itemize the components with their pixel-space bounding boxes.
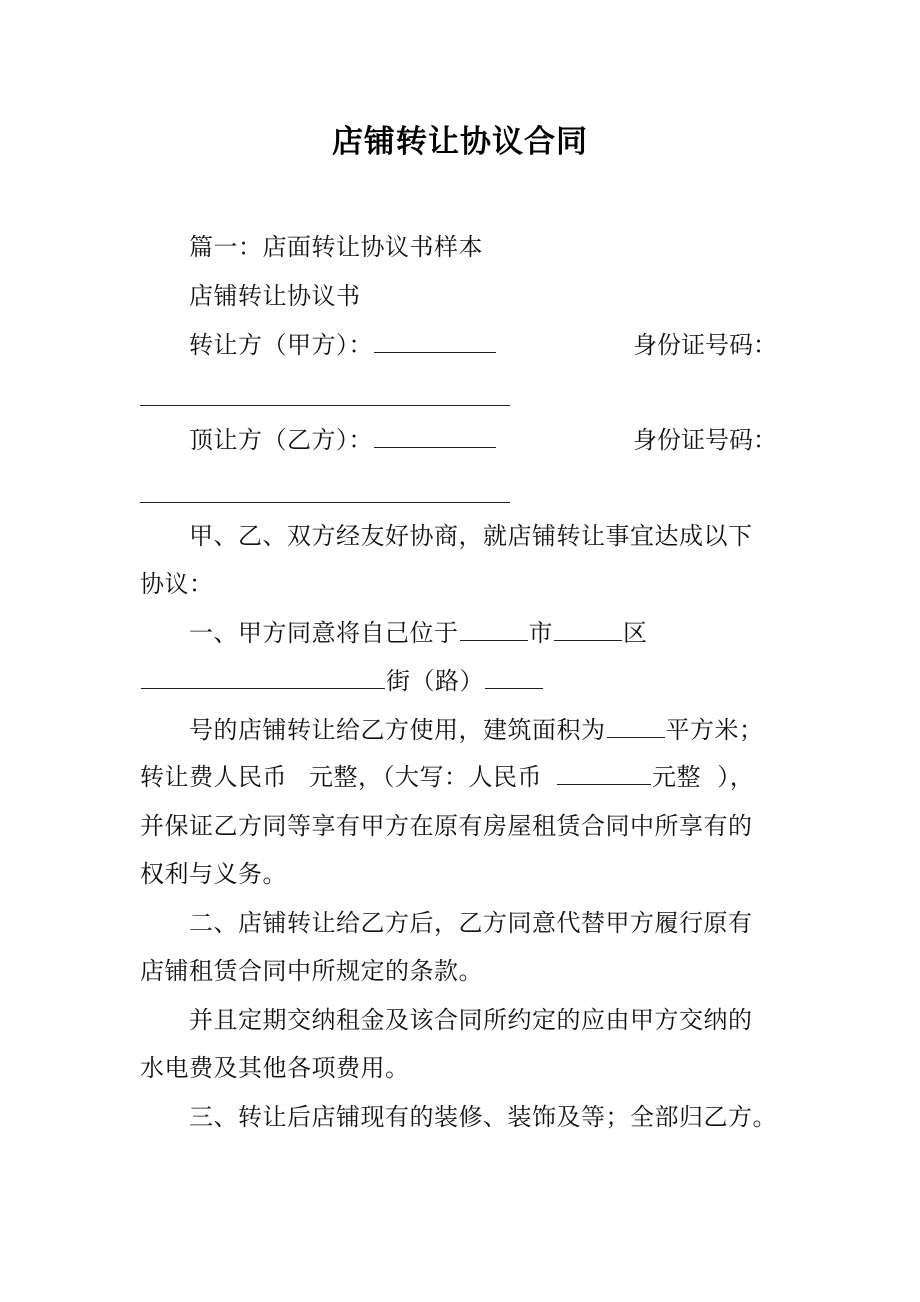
party-a-label: 转让方（甲方）： bbox=[189, 331, 373, 359]
street-label: 街（路） bbox=[386, 667, 484, 695]
clause-1-line-4: 并保证乙方同等享有甲方在原有房屋租赁合同中所享有的 bbox=[140, 812, 753, 840]
party-b-name-blank bbox=[374, 425, 496, 448]
city-blank bbox=[460, 618, 528, 641]
party-b-label: 顶让方（乙方）： bbox=[189, 426, 373, 454]
clause-1-text: 一、甲方同意将自己位于 bbox=[189, 619, 459, 647]
street-blank bbox=[141, 666, 385, 689]
clause-2-line-1: 二、店铺转让给乙方后，乙方同意代替甲方履行原有 bbox=[189, 909, 753, 937]
section-heading: 篇一：店面转让协议书样本 bbox=[189, 233, 483, 261]
area-text: 号的店铺转让给乙方使用，建筑面积为 bbox=[189, 716, 606, 744]
party-b-id-blank bbox=[140, 502, 510, 503]
clause-1-line-5: 权利与义务。 bbox=[140, 860, 287, 888]
party-b-id-label: 身份证号码： bbox=[633, 426, 777, 454]
document-title: 店铺转让协议合同 bbox=[332, 124, 588, 160]
party-a-id-label: 身份证号码： bbox=[633, 331, 777, 359]
clause-1-line-fee bbox=[140, 762, 754, 792]
area-unit: 平方米； bbox=[665, 716, 764, 744]
party-a-row bbox=[189, 330, 497, 360]
party-b-row bbox=[189, 425, 497, 455]
party-a-name-blank bbox=[374, 330, 496, 353]
fee-capital-text: 元整，（大写：人民币 bbox=[309, 763, 542, 791]
fee-end-text: 元整 ）， bbox=[652, 763, 755, 791]
intro-line-2: 协议： bbox=[140, 570, 214, 598]
fee-capital-blank bbox=[557, 762, 651, 785]
district-label: 区 bbox=[623, 619, 648, 647]
party-a-id-blank bbox=[140, 405, 510, 406]
clause-2b-line-1: 并且定期交纳租金及该合同所约定的应由甲方交纳的 bbox=[189, 1006, 753, 1034]
clause-3-line-1: 三、转让后店铺现有的装修、装饰及等；全部归乙方。 bbox=[189, 1103, 777, 1131]
clause-1-line-1 bbox=[189, 618, 648, 648]
intro-line-1: 甲、乙、双方经友好协商，就店铺转让事宜达成以下 bbox=[189, 522, 753, 550]
clause-1-line-area bbox=[189, 715, 764, 745]
district-blank bbox=[554, 618, 622, 641]
clause-2b-line-2: 水电费及其他各项费用。 bbox=[140, 1054, 410, 1082]
clause-1-line-street bbox=[140, 666, 544, 696]
agreement-subtitle: 店铺转让协议书 bbox=[189, 282, 361, 310]
city-label: 市 bbox=[528, 619, 553, 647]
clause-2-line-2: 店铺租赁合同中所规定的条款。 bbox=[140, 957, 483, 985]
fee-text: 转让费人民币 bbox=[140, 763, 287, 791]
area-blank bbox=[607, 715, 665, 738]
house-number-blank bbox=[485, 666, 543, 689]
